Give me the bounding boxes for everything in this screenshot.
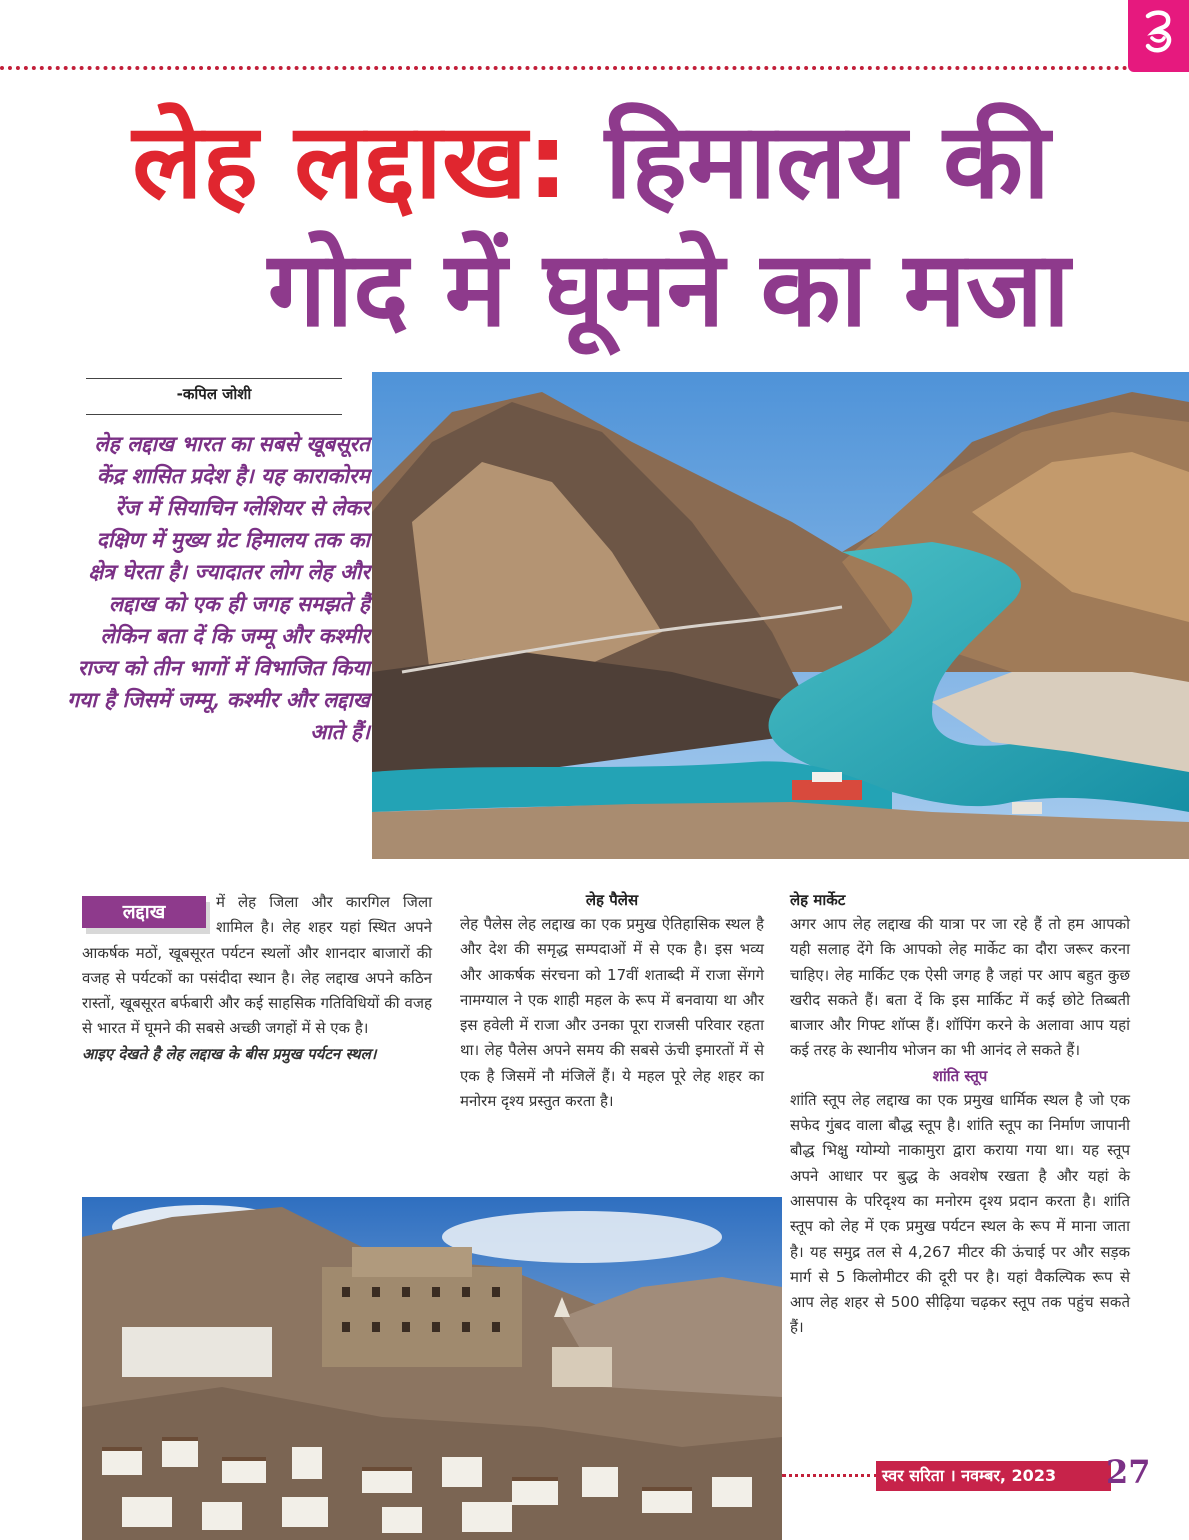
section-badge-label: लद्दाख [122,901,166,923]
ladakh-paragraph: में लेह जिला और कारगिल जिला शामिल है। लेह शहर यहां स्थित अपने आकर्षक मठों, खूबसूरत पर्यटन स्थलों और शानदार बाजारों की वजह से पर्यटकों का पसंदीदा स्थान है। लेह लद्दाख अपने कठिन रास्तों, खूबसूरत बर्फबारी और कई साहसिक गतिविधियों की वजह से भारत में घूमने की सबसे अच्छी जगहों में से एक है। [82,893,432,1038]
corner-tab [1128,0,1189,72]
headline-red-part: लेह लद्दाख: [132,100,569,222]
author-byline: -कपिल जोशी [176,385,252,403]
page-number: 27 [1106,1453,1151,1491]
leh-palace-paragraph: लेह पैलेस लेह लद्दाख का एक प्रमुख ऐतिहासिक स्थल है और देश की समृद्ध सम्पदाओं में से एक है। इस भव्य और आकर्षक संरचना को 17वीं शताब्दी में राजा सेंगगे नामग्याल ने एक शाही महल के रूप में बनवाया था और इस हवेली में राजा और उनका पूरा राजसी परिवार रहता था। लेह पैलेस अपने समय की सबसे ऊंची इमारतों में से एक है जिसमें नौ मंजिलें हैं। ये महल पूरे लेह शहर का मनोरम दृश्य प्रस्तुत करता है। [460,915,764,1111]
headline [60,96,1130,366]
headline-purple-part: हिमालय की [604,100,1050,222]
river-valley-illustration [372,372,1189,859]
river-valley-photo [372,372,1189,859]
column-leh-palace [460,888,764,1114]
headline-line-1 [132,96,1050,226]
footer-magazine-name: स्वर सरिता [882,1466,945,1485]
footer-issue-date: नवम्बर, 2023 [961,1466,1057,1485]
magazine-logo-glyph-icon [1142,8,1176,58]
headline-line-2: गोद में घूमने का मजा [267,228,1070,350]
intro-paragraph: लेह लद्दाख भारत का सबसे खूबसूरत केंद्र शासित प्रदेश है। यह काराकोरम रेंज में सियाचिन ग्लेशियर से लेकर दक्षिण में मुख्य ग्रेट हिमालय तक का क्षेत्र घेरता है। ज्यादातर लोग लेह और लद्दाख को एक ही जगह समझते हैं लेकिन बता दें कि जम्मू और कश्मीर राज्य को तीन भागों में विभाजित किया गया है जिसमें जम्मू, कश्मीर और लद्दाख आते हैं। [67,431,370,744]
footer-separator: । [949,1466,956,1485]
shanti-stupa-paragraph: शांति स्तूप लेह लद्दाख का एक प्रमुख धार्मिक स्थल है जो एक सफेद गुंबद वाला बौद्ध स्तूप है। शांति स्तूप का निर्माण जापानी बौद्ध भिक्षु ग्योम्यो नाकामुरा द्वारा कराया गया था। यह स्तूप अपने आधार पर बुद्ध के अवशेष रखता है और यहां के आसपास के परिदृश्य का मनोरम दृश्य प्रदान करता है। शांति स्तूप को लेह में एक प्रमुख पर्यटन स्थल के रूप में माना जाता है। यह समुद्र तल से 4,267 मीटर की ऊंचाई पर और सड़क मार्ग से 5 किलोमीटर की दूरी पर है। यहां वैकल्पिक रूप से आप लेह शहर से 500 सीढ़िया चढ़कर स्तूप तक पहुंच सकते हैं। [790,1090,1130,1337]
column-leh-market-shanti-stupa [790,888,1130,1341]
section-badge-ladakh [82,896,206,928]
top-dotted-rule [0,66,1128,70]
leh-palace-illustration [82,1197,782,1540]
footer-bar [876,1461,1111,1491]
author-rule-top [86,378,342,379]
heading-leh-palace: लेह पैलेस [585,891,639,909]
heading-shanti-stupa: शांति स्तूप [932,1066,988,1085]
footer-dotted-rule [782,1474,878,1477]
author-rule-bottom [86,414,342,415]
heading-leh-market: लेह मार्केट [790,891,846,909]
leh-palace-photo [82,1197,782,1540]
leh-market-paragraph: अगर आप लेह लद्दाख की यात्रा पर जा रहे हैं तो हम आपको यही सलाह देंगे कि आपको लेह मार्केट का दौरा जरूर करना चाहिए। लेह मार्किट एक ऐसी जगह है जहां पर आप बहुत कुछ खरीद सकते हैं। बता दें कि इस मार्किट में कई छोटे तिब्बती बाजार और गिफ्ट शॉप्स हैं। शॉपिंग करने के अलावा आप यहां कई तरह के स्थानीय भोजन का भी आनंद ले सकते हैं। [790,915,1130,1060]
ladakh-closing-line: आइए देखते है लेह लद्दाख के बीस प्रमुख पर्यटन स्थल। [82,1044,377,1063]
column-ladakh [82,890,432,1067]
